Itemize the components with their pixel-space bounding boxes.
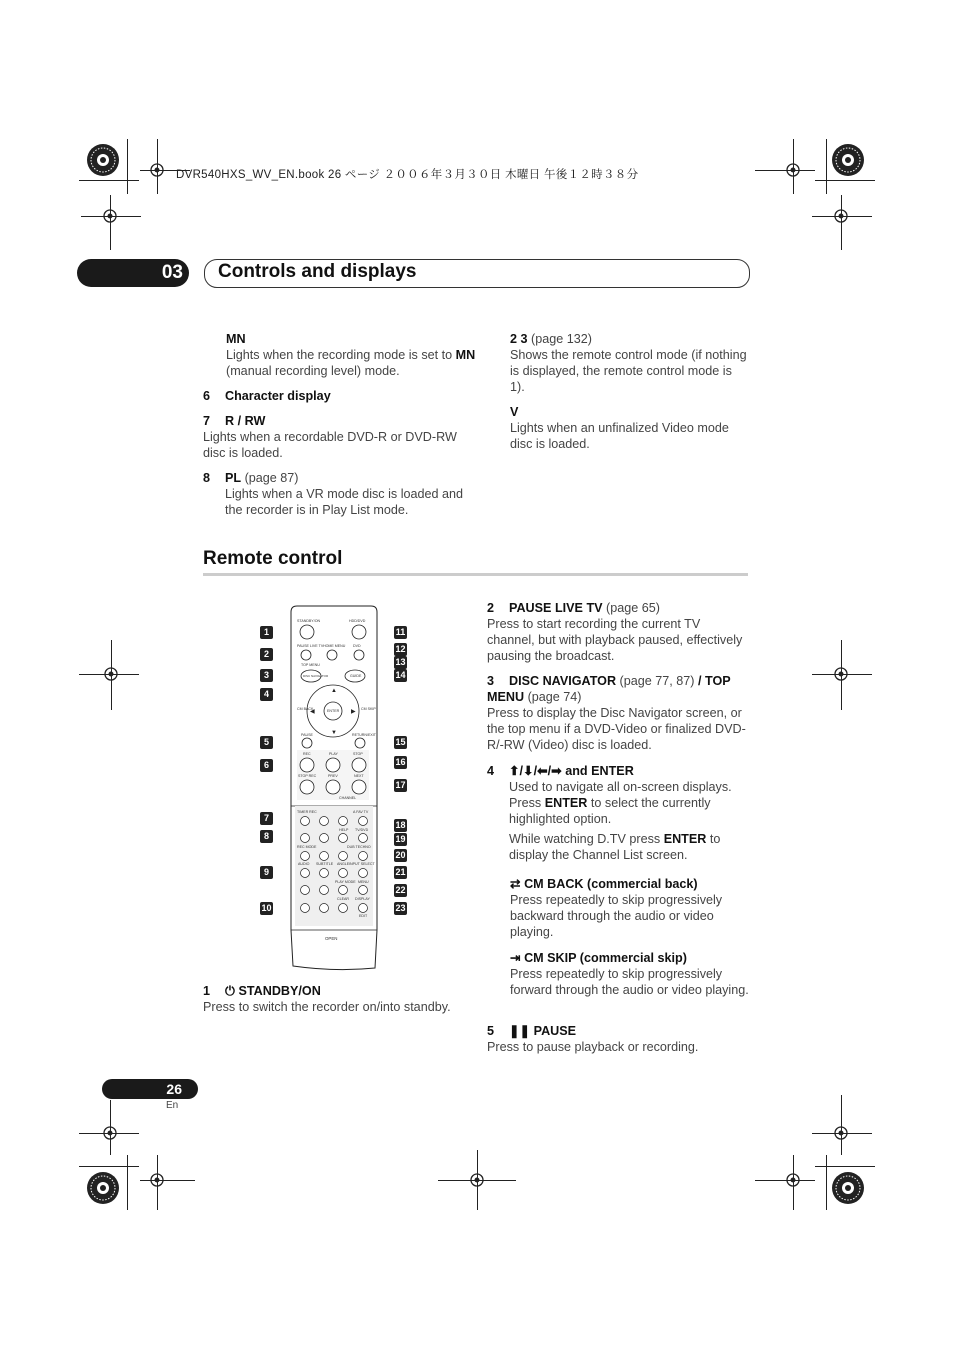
callout-14: 14 bbox=[395, 670, 406, 680]
chapter-header bbox=[204, 259, 750, 288]
label-display: DISPLAY bbox=[355, 897, 370, 901]
callout-6: 6 bbox=[260, 759, 273, 772]
item6-title: Character display bbox=[225, 389, 331, 403]
remote-item-4 bbox=[487, 763, 749, 863]
label-next: NEXT bbox=[354, 774, 364, 778]
cm-back-title: CM BACK (commercial back) bbox=[524, 877, 698, 891]
item4-number: 4 bbox=[487, 764, 495, 778]
callout-19: 19 bbox=[395, 834, 406, 844]
item2-page: (page 65) bbox=[602, 601, 660, 615]
label-open: OPEN bbox=[325, 936, 338, 941]
item8-title: PL bbox=[225, 471, 242, 485]
label-stop-rec: STOP REC bbox=[298, 774, 317, 778]
callout-21: 21 bbox=[395, 867, 406, 877]
label-edit: EDIT bbox=[359, 914, 368, 918]
item7-title: R / RW bbox=[225, 414, 266, 428]
callout-7: 7 bbox=[260, 812, 273, 825]
label-clear: CLEAR bbox=[337, 897, 349, 901]
item5-desc: Press to pause playback or recording. bbox=[487, 1040, 699, 1054]
remote-item-cm-back bbox=[510, 876, 750, 940]
power-icon: ⏻ bbox=[225, 984, 239, 998]
callout-1: 1 bbox=[260, 626, 273, 639]
item4-desc2-bold: ENTER bbox=[663, 832, 707, 846]
section-rule bbox=[203, 573, 748, 576]
item8-number: 8 bbox=[203, 471, 211, 485]
cm-back-desc: Press repeatedly to skip progressively backward through the audio or video playing. bbox=[510, 893, 723, 939]
item4-desc-bold: ENTER bbox=[544, 796, 588, 810]
itemv-desc: Lights when an unfinalized Video mode disc is loaded. bbox=[510, 421, 729, 451]
remote-item-5 bbox=[487, 1023, 749, 1055]
label-disc-nav: DISC NAVIGATOR bbox=[303, 674, 329, 678]
mn-title: MN bbox=[226, 332, 246, 346]
display-item-mn bbox=[226, 331, 476, 379]
display-item-6 bbox=[203, 388, 473, 404]
callout-23: 23 bbox=[395, 903, 406, 913]
callout-9: 9 bbox=[260, 866, 273, 879]
label-tv-dvd: TV/DVD bbox=[355, 828, 369, 832]
callout-2: 2 bbox=[260, 648, 273, 661]
item6-number: 6 bbox=[203, 389, 211, 403]
cm-back-icon: ⇄ bbox=[510, 877, 525, 891]
label-guide: GUIDE bbox=[350, 674, 362, 678]
item3-desc: Press to display the Disc Navigator screen, or the top menu if a DVD-Video or finalized DVD-R/-RW (Video) disc is loaded. bbox=[487, 706, 746, 752]
label-subtitle: SUBTITLE bbox=[316, 862, 334, 866]
label-play-mode: PLAY MODE bbox=[335, 880, 356, 884]
callout-17: 17 bbox=[395, 780, 406, 790]
callout-3: 3 bbox=[260, 669, 273, 682]
label-hdd-dvd: HDD/DVD bbox=[349, 619, 366, 623]
label-rec-mode: REC MODE bbox=[297, 845, 317, 849]
label-pause-live: PAUSE LIVE TV bbox=[297, 644, 324, 648]
label-pause: PAUSE bbox=[301, 733, 313, 737]
arrow-left-icon: ◀ bbox=[310, 709, 315, 715]
cm-skip-title: CM SKIP (commercial skip) bbox=[524, 951, 687, 965]
item2-title: PAUSE LIVE TV bbox=[509, 601, 603, 615]
power-icon bbox=[300, 625, 314, 639]
mn-desc-end: (manual recording level) mode. bbox=[226, 364, 400, 378]
label-prev: PREV bbox=[328, 774, 338, 778]
label-return-exit: RETURN/EXIT bbox=[352, 733, 376, 737]
chapter-number: 03 bbox=[161, 262, 183, 283]
remote-item-2 bbox=[487, 600, 749, 664]
item5-number: 5 bbox=[487, 1024, 495, 1038]
callout-18: 18 bbox=[395, 820, 406, 830]
callout-13: 13 bbox=[395, 657, 406, 667]
section-title: Remote control bbox=[203, 548, 343, 569]
sunburst-target-bl bbox=[87, 1172, 119, 1204]
display-item-23 bbox=[510, 331, 750, 395]
item7-number: 7 bbox=[203, 414, 211, 428]
label-input-select: INPUT SELECT bbox=[349, 862, 375, 866]
page-number-badge bbox=[102, 1079, 198, 1099]
sunburst-target-br bbox=[832, 1172, 864, 1204]
label-standby: STANDBY/ON bbox=[297, 619, 321, 623]
label-dub-techno: DUB TECHNO bbox=[347, 845, 371, 849]
item23-desc: Shows the remote control mode (if nothing is displayed, the remote control mode is 1). bbox=[510, 348, 747, 394]
label-stop: STOP bbox=[353, 752, 363, 756]
label-cm-back: CM BACK bbox=[297, 707, 314, 711]
remote-item-cm-skip bbox=[510, 950, 750, 998]
callout-12: 12 bbox=[395, 644, 406, 654]
label-help: HELP bbox=[339, 828, 349, 832]
item4-desc2: While watching D.TV press bbox=[509, 832, 664, 846]
item3-number: 3 bbox=[487, 674, 495, 688]
callout-16: 16 bbox=[395, 757, 406, 767]
label-top-menu: TOP MENU bbox=[301, 663, 320, 667]
arrow-keys-icon: ⬆/⬇/⬅/➡ bbox=[509, 764, 562, 778]
label-home-menu: HOME MENU bbox=[323, 644, 346, 648]
cm-skip-desc: Press repeatedly to skip progressively forward through the audio or video playing. bbox=[510, 967, 749, 997]
label-a-fav-tv: A FAV TV bbox=[353, 810, 369, 814]
label-play: PLAY bbox=[329, 752, 338, 756]
item7-desc: Lights when a recordable DVD-R or DVD-RW disc is loaded. bbox=[203, 430, 457, 460]
callout-22: 22 bbox=[395, 885, 406, 895]
chapter-title: Controls and displays bbox=[218, 261, 417, 282]
item2-number: 2 bbox=[487, 601, 495, 615]
pause-icon: ❚❚ bbox=[509, 1024, 534, 1038]
display-item-7 bbox=[203, 413, 473, 461]
callout-5: 5 bbox=[260, 736, 273, 749]
callout-10: 10 bbox=[261, 903, 272, 913]
item3-title-a: DISC NAVIGATOR bbox=[509, 674, 617, 688]
label-audio: AUDIO bbox=[298, 862, 310, 866]
remote-item-1 bbox=[203, 983, 473, 1015]
label-menu: MENU bbox=[358, 880, 369, 884]
item23-page: (page 132) bbox=[527, 332, 592, 346]
mn-desc-bold: MN bbox=[455, 348, 476, 362]
callout-8: 8 bbox=[260, 830, 273, 843]
sunburst-target-tr bbox=[832, 144, 864, 176]
item4-desc2-end: to display the Channel List screen. bbox=[509, 832, 721, 862]
item1-desc: Press to switch the recorder on/into standby. bbox=[203, 1000, 451, 1014]
label-dvd: DVD bbox=[353, 644, 361, 648]
item3-page-b: (page 74) bbox=[524, 690, 582, 704]
item2-desc: Press to start recording the current TV channel, but with playback paused, effectively pausing the broadcast. bbox=[487, 617, 743, 663]
item3-page-a: (page 77, 87) bbox=[616, 674, 698, 688]
item4-title: and ENTER bbox=[561, 764, 634, 778]
arrow-right-icon: ▶ bbox=[351, 709, 356, 715]
mn-desc: Lights when the recording mode is set to bbox=[226, 348, 456, 362]
chapter-badge bbox=[77, 259, 189, 287]
cm-skip-icon: ⇥ bbox=[510, 951, 525, 965]
remote-item-3 bbox=[487, 673, 749, 753]
label-channel: CHANNEL bbox=[339, 796, 357, 800]
remote-control-illustration bbox=[285, 600, 385, 975]
label-timer-rec: TIMER REC bbox=[297, 810, 317, 814]
callout-15: 15 bbox=[395, 737, 406, 747]
item5-title: PAUSE bbox=[533, 1024, 577, 1038]
page-language: En bbox=[166, 1100, 179, 1111]
label-rec: REC bbox=[303, 752, 311, 756]
item4-desc: Used to navigate all on-screen displays. Press bbox=[509, 780, 732, 810]
label-cm-skip: CM SKIP bbox=[361, 707, 376, 711]
label-angle: ANGLE bbox=[337, 862, 350, 866]
label-enter: ENTER bbox=[327, 709, 340, 713]
callout-4: 4 bbox=[260, 688, 273, 701]
item3-title-b: / TOP MENU bbox=[487, 674, 731, 704]
itemv-title: V bbox=[510, 405, 519, 419]
item1-number: 1 bbox=[203, 984, 211, 998]
display-item-v bbox=[510, 404, 750, 452]
arrow-up-icon: ▲ bbox=[331, 688, 337, 694]
item23-title: 2 3 bbox=[510, 332, 528, 346]
callout-11: 11 bbox=[395, 627, 406, 637]
callout-20: 20 bbox=[395, 850, 406, 860]
item4-desc-end: to select the currently highlighted option. bbox=[509, 796, 711, 826]
arrow-down-icon: ▼ bbox=[331, 730, 337, 736]
item8-page: (page 87) bbox=[241, 471, 299, 485]
print-marker: DVR540HXS_WV_EN.book 26 ページ ２００６年３月３０日 木曜日 午後１２時３８分 bbox=[176, 169, 639, 181]
sunburst-target-tl bbox=[87, 144, 119, 176]
display-item-8 bbox=[203, 470, 473, 518]
item8-desc: Lights when a VR mode disc is loaded and the recorder is in Play List mode. bbox=[225, 487, 464, 517]
page-number: 26 bbox=[166, 1081, 182, 1097]
item1-title: STANDBY/ON bbox=[238, 984, 321, 998]
